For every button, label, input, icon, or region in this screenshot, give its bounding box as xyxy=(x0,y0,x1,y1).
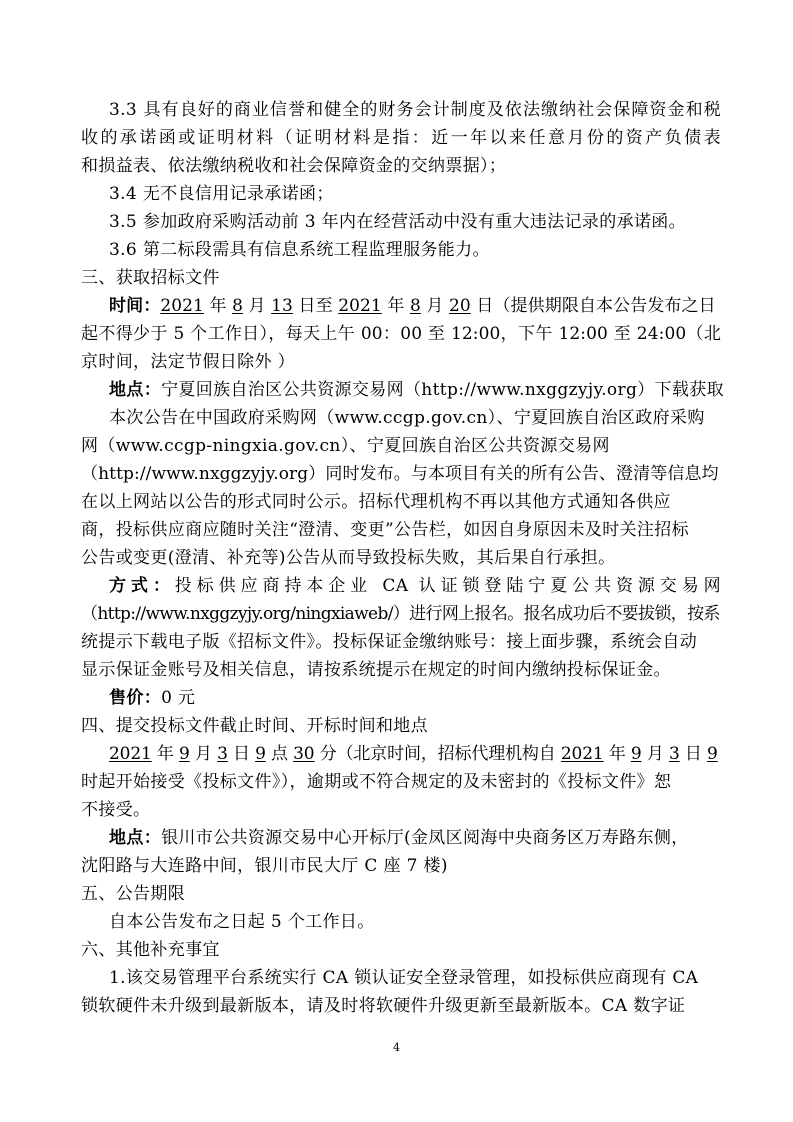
text-fragment: 点 xyxy=(265,744,294,764)
supplement-line-2: 锁软硬件未升级到最新版本，请及时将软硬件升级更新至最新版本。CA 数字证 xyxy=(81,996,686,1016)
page-number: 4 xyxy=(393,1041,400,1054)
method-label: 方式： xyxy=(109,576,175,596)
text-fragment: 月 xyxy=(420,296,449,316)
time-line-3: 京时间，法定节假日除外 ） xyxy=(81,352,295,372)
end-year: 2021 xyxy=(338,296,382,316)
text-fragment: 日 xyxy=(227,744,256,764)
text-fragment: 年 xyxy=(381,296,410,316)
text-fragment: 月 xyxy=(243,296,272,316)
paragraph-3-5: 3.5 参加政府采购活动前 3 年内在经营活动中没有重大违法记录的承诺函。 xyxy=(109,212,687,232)
publish-line-5: 商，投标供应商应随时关注“澄清、变更”公告栏，如因自身原因未及时关注招标 xyxy=(81,520,689,540)
method-line-2: （http://www.nxggzyjy.org/ningxiaweb/）进行网上报名。报名成功后不要拔锁，按系 xyxy=(81,604,720,624)
deadline-line xyxy=(109,740,721,768)
accept-year: 2021 xyxy=(560,744,604,764)
text-fragment: 月 xyxy=(189,744,218,764)
paragraph-3-3-line-1: 3.3 具有良好的商业信誉和健全的财务会计制度及依法缴纳社会保障资金和税 xyxy=(109,100,721,120)
text-fragment: 年 xyxy=(151,744,180,764)
place-label: 地点： xyxy=(109,380,162,400)
publish-line-1: 本次公告在中国政府采购网（www.ccgp.gov.cn）、宁夏回族自治区政府采购 xyxy=(109,408,705,428)
start-year: 2021 xyxy=(160,296,204,316)
method-text: 投标供应商持本企业 CA 认证锁登陆宁夏公共资源交易网 xyxy=(174,576,721,596)
paragraph-3-3-line-2: 收的承诺函或证明材料（证明材料是指：近一年以来任意月份的资产负债表 xyxy=(81,128,721,148)
section-6-heading: 六、其他补充事宜 xyxy=(81,940,220,960)
text-fragment: 月 xyxy=(641,744,669,764)
deadline-minute: 30 xyxy=(293,744,315,764)
deadline-line-3: 不接受。 xyxy=(81,800,151,820)
place-line xyxy=(109,376,724,404)
text-fragment: 日（提供期限自本公告发布之日 xyxy=(470,296,716,316)
text-fragment: 年 xyxy=(203,296,233,316)
paragraph-3-6: 3.6 第二标段需具有信息系统工程监理服务能力。 xyxy=(109,240,490,260)
time-line xyxy=(109,292,721,320)
accept-month: 9 xyxy=(630,744,642,764)
deadline-hour: 9 xyxy=(255,744,266,764)
supplement-line-1: 1.该交易管理平台系统实行 CA 锁认证安全登录管理，如投标供应商现有 CA xyxy=(109,968,699,988)
text-fragment: 日至 xyxy=(292,296,339,316)
method-line xyxy=(109,572,721,600)
notice-period: 自本公告发布之日起 5 个工作日。 xyxy=(109,912,375,932)
place2-line-2: 沈阳路与大连路中间，银川市民大厅 C 座 7 楼) xyxy=(81,856,448,876)
publish-line-6: 公告或变更(澄清、补充等)公告从而导致投标失败，其后果自行承担。 xyxy=(81,548,616,568)
price-label: 售价： xyxy=(109,688,162,708)
start-day: 13 xyxy=(271,296,293,316)
deadline-year: 2021 xyxy=(109,744,152,764)
method-line-4: 显示保证金账号及相关信息，请按系统提示在规定的时间内缴纳投标保证金。 xyxy=(81,660,671,680)
paragraph-3-3-line-3: 和损益表、依法缴纳税收和社会保障资金的交纳票据）； xyxy=(81,156,507,176)
paragraph-3-4: 3.4 无不良信用记录承诺函； xyxy=(109,184,334,204)
deadline-day: 3 xyxy=(217,744,228,764)
place2-line xyxy=(109,824,721,852)
place-text: 宁夏回族自治区公共资源交易网（http://www.nxggzyjy.org）下载获取 xyxy=(161,380,724,400)
section-5-heading: 五、公告期限 xyxy=(81,884,186,904)
publish-line-3: （http://www.nxggzyjy.org）同时发布。与本项目有关的所有公告、澄清等信息均 xyxy=(81,464,719,484)
publish-line-4: 在以上网站以公告的形式同时公示。招标代理机构不再以其他方式通知各供应 xyxy=(81,492,671,512)
time-label: 时间： xyxy=(109,296,161,316)
price-value: 0 元 xyxy=(161,688,196,708)
section-3-heading: 三、获取招标文件 xyxy=(81,268,220,288)
place2-label: 地点： xyxy=(109,828,162,848)
deadline-line-2: 时起开始接受《投标文件》），逾期或不符合规定的及未密封的《投标文件》恕 xyxy=(81,772,672,792)
price-line xyxy=(109,684,721,712)
text-fragment: 年 xyxy=(603,744,631,764)
time-line-2: 起不得少于 5 个工作日），每天上午 00：00 至 12:00，下午 12:00 至 24:00（北 xyxy=(81,324,721,344)
end-month: 8 xyxy=(409,296,421,316)
place2-text: 银川市公共资源交易中心开标厅(金凤区阅海中央商务区万寿路东侧， xyxy=(161,828,689,848)
accept-day: 3 xyxy=(668,744,680,764)
accept-hour: 9 xyxy=(706,744,718,764)
end-day: 20 xyxy=(449,296,471,316)
start-month: 8 xyxy=(232,296,244,316)
method-line-3: 统提示下载电子版《招标文件》。投标保证金缴纳账号：接上面步骤，系统会自动 xyxy=(81,632,698,652)
section-4-heading: 四、提交投标文件截止时间、开标时间和地点 xyxy=(81,716,428,736)
publish-line-2: 网（www.ccgp-ningxia.gov.cn）、宁夏回族自治区公共资源交易网 xyxy=(81,436,610,456)
text-fragment: 日 xyxy=(679,744,707,764)
deadline-month: 9 xyxy=(179,744,190,764)
text-fragment: 分（北京时间，招标代理机构自 xyxy=(314,744,561,764)
